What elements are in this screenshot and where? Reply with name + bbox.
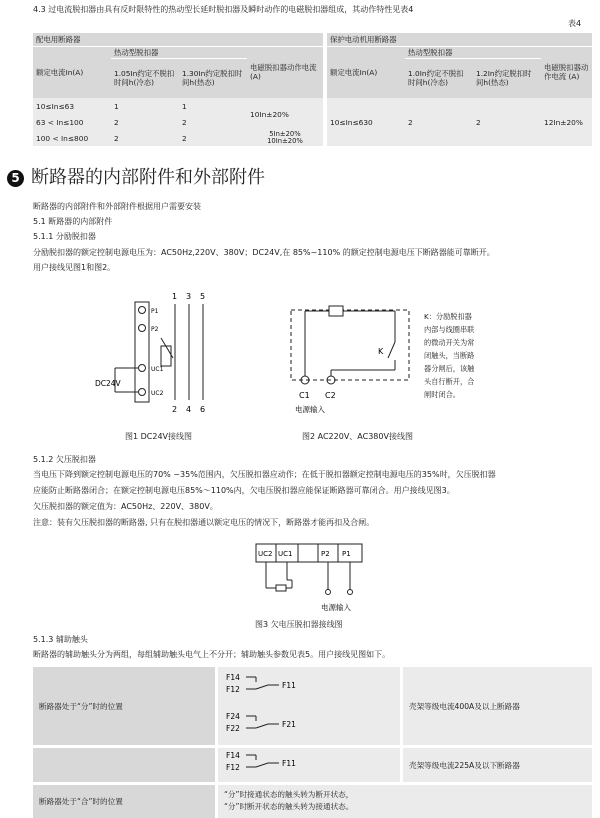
thermal-header-r: 热动型脱扣器 xyxy=(405,46,541,58)
contact-diagram-2 xyxy=(217,707,402,747)
em-cell-split xyxy=(247,130,325,146)
contact-label: F14 xyxy=(226,673,240,682)
fig3-terminal xyxy=(326,590,331,595)
fig3-cell-p2: P2 xyxy=(321,550,330,558)
section512-para-a: 当电压下降到额定控制电源电压的70% ~35%范围内，欠压脱扣器应动作；在低于脱扣器额定控制电源电压的35%时，欠压脱扣器 xyxy=(33,470,496,479)
fig2-switch xyxy=(388,342,395,358)
fig2-note xyxy=(424,310,474,401)
rated-current-header-r: 额定电流In(A) xyxy=(325,46,405,98)
left-group-header: 配电用断路器 xyxy=(33,33,325,46)
col-12-header: 1.2In约定脱扣时间h(热态) xyxy=(473,58,541,98)
rated-current-header: 额定电流In(A) xyxy=(33,46,111,98)
contact-out-label: F11 xyxy=(282,759,296,768)
fig3-caption: 图3 欠电压脱扣器接线图 xyxy=(255,620,343,629)
range-cell: 100 < In≤800 xyxy=(33,130,111,146)
fig2-note-line: 器分闸后，该触 xyxy=(424,364,475,373)
contact-label: F12 xyxy=(226,685,240,694)
table4-label: 表4 xyxy=(568,19,582,28)
col-130-header: 1.30In约定脱扣时间h(热态) xyxy=(179,58,247,98)
row1-label: 断路器处于“分”时的位置 xyxy=(33,667,217,747)
p1-label: P1 xyxy=(151,308,159,315)
col-10-header: 1.0In约定不脱扣时间h(冷态) xyxy=(405,58,473,98)
fig3-diagram xyxy=(250,540,370,618)
section5-line3: 5.1.1 分励脱扣器 xyxy=(33,232,96,241)
em-header: 电磁脱扣器动作电流(A) xyxy=(247,46,325,98)
contact-label: F24 xyxy=(226,712,240,721)
fig2-note-line: 内部与线圈串联 xyxy=(424,325,475,334)
terminal-p2 xyxy=(139,325,146,332)
fig2-note-line: K：分励脱扣器 xyxy=(424,312,472,321)
fig3-resistor xyxy=(276,585,286,591)
fig2-caption: 图2 AC220V、AC380V接线图 xyxy=(302,432,413,441)
state-line-1: “分”时接通状态的触头转为断开状态， xyxy=(224,790,354,800)
contact-symbol xyxy=(224,668,324,704)
section512-para-b: 应能防止断路器闭合；在额定控制电源电压85%～110%内，欠电压脱扣器应能保证断路器可靠闭合。用户接线见图3。 xyxy=(33,486,455,495)
contact-out-label: F11 xyxy=(282,681,296,690)
row2-label: 断路器处于“合”时的位置 xyxy=(33,784,217,818)
fig3-input-label: 电源输入 xyxy=(321,603,351,612)
section512-title: 5.1.2 欠压脱扣器 xyxy=(33,455,96,464)
right-a-cell: 2 xyxy=(405,98,473,146)
section513-title: 5.1.3 辅助触头 xyxy=(33,635,88,644)
section5-para1a: 分励脱扣器的额定控制电源电压为：AC50Hz,220V、380V；DC24V,在 85%~110% 的额定控制电源电压下断路器能可靠断开。 xyxy=(33,248,495,257)
fig2-note-line: 闸时闭合。 xyxy=(424,390,460,399)
fig1-diagram xyxy=(95,288,225,418)
pole-label-top: 1 xyxy=(172,292,178,301)
intro-text: 4.3 过电流脱扣器由具有反时限特性的热动型长延时脱扣器及瞬时动作的电磁脱扣器组成，其动作特性见表4 xyxy=(33,5,414,14)
desc1-cell: 壳架等级电流400A及以上断路器 xyxy=(402,667,593,747)
k-label: K xyxy=(378,347,384,356)
value-cell: 2 xyxy=(111,114,179,130)
dc24v-label: DC24V xyxy=(95,379,121,388)
terminal-uc1 xyxy=(139,365,146,372)
table-row xyxy=(33,98,592,114)
range-cell: 63 < In≤100 xyxy=(33,114,111,130)
fig2-coil xyxy=(329,306,343,316)
pole-label-top: 3 xyxy=(186,292,192,301)
section512-para-c: 欠压脱扣器的额定值为：AC50Hz、220V、380V。 xyxy=(33,502,218,511)
right-group-header: 保护电动机用断路器 xyxy=(325,33,592,46)
contact-diagram-1 xyxy=(217,667,402,707)
section-number-badge: 5 xyxy=(7,170,24,187)
aux-contact-table xyxy=(33,667,592,818)
contact-label: F22 xyxy=(226,724,240,733)
section5-para1b: 用户接线见图1和图2。 xyxy=(33,263,116,272)
em-cell-b: 10In±20% xyxy=(267,137,303,145)
fig1-body xyxy=(135,302,149,402)
fig2-diagram xyxy=(285,300,420,422)
em-header-r: 电磁脱扣器动作电流 (A) xyxy=(541,46,592,98)
c1-label: C1 xyxy=(299,391,310,400)
value-cell: 2 xyxy=(179,130,247,146)
desc2-cell: 壳架等级电流225A及以下断路器 xyxy=(402,747,593,784)
state-line-2: “分”时断开状态的触头转为接通状态。 xyxy=(224,802,354,812)
terminal-p1 xyxy=(139,307,146,314)
state-cell xyxy=(217,784,593,818)
contact-symbol xyxy=(224,748,324,780)
pole-label-bottom: 2 xyxy=(172,405,178,414)
section5-line2: 5.1 断路器的内部附件 xyxy=(33,217,113,226)
fig2-note-line: 闭触头，当断路 xyxy=(424,351,475,360)
terminal-uc2 xyxy=(139,389,146,396)
fig2-note-line: 头自行断开，合 xyxy=(424,377,475,386)
fig3-cell-p1: P1 xyxy=(342,550,351,558)
contact-diagram-3 xyxy=(217,747,402,784)
thermal-header: 热动型脱扣器 xyxy=(111,46,247,58)
contact-label: F14 xyxy=(226,751,240,760)
value-cell: 1 xyxy=(111,98,179,114)
value-cell: 2 xyxy=(179,114,247,130)
uc1-label: UC1 xyxy=(151,366,164,373)
contact-symbol xyxy=(224,707,324,743)
pole-label-bottom: 4 xyxy=(186,405,192,414)
fig2-note-line: 的微动开关为常 xyxy=(424,338,475,347)
right-b-cell: 2 xyxy=(473,98,541,146)
fig3-cell-uc1: UC1 xyxy=(278,550,293,558)
fig1-caption: 图1 DC24V接线图 xyxy=(125,432,193,441)
right-range-cell: 10≤In≤630 xyxy=(325,98,405,146)
trip-characteristic-table xyxy=(33,33,592,146)
fig2-input-label: 电源输入 xyxy=(295,405,325,414)
fig3-cell-uc2: UC2 xyxy=(258,550,273,558)
contact-out-label: F21 xyxy=(282,720,296,729)
section-title: 断路器的内部附件和外部附件 xyxy=(31,167,265,188)
range-cell: 10≤In≤63 xyxy=(33,98,111,114)
right-em-cell: 12In±20% xyxy=(541,98,592,146)
pole-label-top: 5 xyxy=(200,292,206,301)
contact-label: F12 xyxy=(226,763,240,772)
section5-line1: 断路器的内部附件和外部附件根据用户需要安装 xyxy=(33,202,201,211)
em-cell: 10In±20% xyxy=(247,98,325,130)
section513-para: 断路器的辅助触头分为两组，每组辅助触头电气上不分开；辅助触头参数见表5。用户接线见图如下。 xyxy=(33,650,391,659)
c2-label: C2 xyxy=(325,391,336,400)
pole-label-bottom: 6 xyxy=(200,405,206,414)
fig3-terminal xyxy=(348,590,353,595)
em-cell-a: 5In±20% xyxy=(269,130,301,138)
col-105-header: 1.05In约定不脱扣时间h(冷态) xyxy=(111,58,179,98)
value-cell: 2 xyxy=(111,130,179,146)
section512-note: 注意：装有欠压脱扣器的断路器, 只有在脱扣器通以额定电压的情况下，断路器才能再扣及合闸。 xyxy=(33,518,375,527)
p2-label: P2 xyxy=(151,326,159,333)
value-cell: 1 xyxy=(179,98,247,114)
uc2-label: UC2 xyxy=(151,390,164,397)
